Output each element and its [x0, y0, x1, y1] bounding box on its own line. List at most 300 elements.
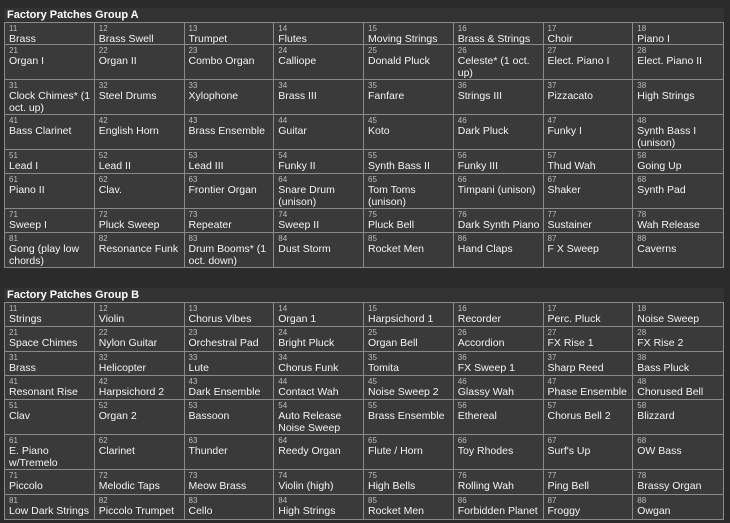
patch-name: Harpsichord 2 [98, 386, 165, 398]
patch-cell [544, 149, 634, 173]
patch-cell [185, 351, 275, 375]
patch-cell [95, 399, 185, 434]
patch-cell [544, 434, 634, 469]
patch-cell [95, 232, 185, 267]
patch-name: Repeater [188, 219, 232, 231]
patch-number: 31 [9, 81, 18, 90]
patch-name: Snare Drum (unison) [278, 184, 335, 208]
patch-number: 75 [368, 210, 377, 219]
patch-name: Chorus Vibes [188, 313, 252, 325]
patch-number: 24 [278, 46, 288, 55]
patch-number: 56 [457, 151, 467, 160]
patch-cell [364, 208, 454, 232]
patch-number: 64 [278, 436, 288, 445]
patch-name: Wah Release [637, 219, 700, 231]
patch-cell [95, 149, 185, 173]
patch-cell [544, 232, 634, 267]
patch-name: English Horn [98, 125, 159, 137]
patch-number: 61 [9, 175, 18, 184]
patch-number: 11 [9, 24, 18, 33]
patch-cell [274, 494, 364, 519]
patch-name: Strings [9, 313, 42, 325]
patch-number: 46 [457, 116, 467, 125]
patch-number: 65 [368, 436, 377, 445]
patch-cell [274, 469, 364, 494]
patch-cell [274, 326, 364, 351]
patch-name: Dark Pluck [457, 125, 509, 137]
patch-number: 37 [547, 353, 557, 362]
patch-number: 14 [278, 24, 288, 33]
patch-number: 15 [368, 24, 377, 33]
patch-cell [185, 232, 275, 267]
patch-number: 68 [637, 175, 647, 184]
patch-name: Bass Clarinet [9, 125, 72, 137]
patch-number: 56 [457, 401, 467, 410]
patch-number: 35 [368, 81, 377, 90]
patch-number: 21 [9, 328, 18, 337]
patch-number: 15 [368, 304, 377, 313]
patch-cell [5, 375, 95, 399]
patch-number: 67 [547, 436, 557, 445]
patch-name: Reedy Organ [278, 445, 341, 457]
patch-cell [185, 326, 275, 351]
patch-number: 85 [368, 496, 377, 505]
patch-name: Owgan [637, 505, 671, 517]
patch-number: 37 [547, 81, 557, 90]
patch-cell [5, 44, 95, 79]
patch-name: Clock Chimes* (1 oct. up) [9, 90, 91, 114]
patch-number: 62 [98, 175, 108, 184]
patch-number: 43 [188, 116, 198, 125]
patch-number: 35 [368, 353, 377, 362]
patch-cell [5, 399, 95, 434]
patch-cell [454, 469, 544, 494]
patch-name: Accordion [457, 337, 505, 349]
patch-number: 72 [98, 471, 108, 480]
patch-name: Funky I [547, 125, 582, 137]
patch-number: 53 [188, 401, 198, 410]
patch-name: Brass Swell [98, 33, 154, 44]
patch-name: Pluck Sweep [98, 219, 160, 231]
patch-cell [544, 22, 634, 44]
patch-number: 45 [368, 377, 377, 386]
patch-number: 25 [368, 328, 377, 337]
patch-number: 26 [457, 46, 467, 55]
patch-cell [185, 173, 275, 208]
patch-cell [95, 375, 185, 399]
patch-number: 57 [547, 151, 557, 160]
patch-cell [185, 302, 275, 326]
patch-name: Donald Pluck [368, 55, 430, 67]
patch-name: Thunder [188, 445, 228, 457]
patch-cell [364, 173, 454, 208]
patch-name: Timpani (unison) [457, 184, 536, 196]
patch-number: 85 [368, 234, 377, 243]
patch-cell [185, 114, 275, 149]
patch-number: 38 [637, 353, 647, 362]
patch-number: 24 [278, 328, 288, 337]
patch-number: 74 [278, 210, 288, 219]
patch-cell [454, 232, 544, 267]
patch-number: 76 [457, 471, 467, 480]
patch-number: 67 [547, 175, 557, 184]
patch-name: Chorus Bell 2 [547, 410, 611, 422]
patch-name: Caverns [637, 243, 677, 255]
patch-number: 43 [188, 377, 198, 386]
patch-cell [364, 399, 454, 434]
patch-cell [633, 494, 723, 519]
patch-number: 23 [188, 328, 198, 337]
patch-number: 33 [188, 81, 198, 90]
patch-number: 81 [9, 234, 18, 243]
patch-cell [544, 399, 634, 434]
patch-cell [544, 79, 634, 114]
patch-name: Celeste* (1 oct. up) [457, 55, 530, 79]
patch-name: Melodic Taps [98, 480, 160, 492]
patch-cell [274, 351, 364, 375]
patch-name: FX Sweep 1 [457, 362, 515, 374]
patch-cell [633, 302, 723, 326]
patch-number: 12 [98, 304, 108, 313]
patch-number: 52 [98, 151, 108, 160]
patch-name: Brass III [278, 90, 317, 102]
patch-name: Moving Strings [368, 33, 438, 44]
patch-cell [633, 469, 723, 494]
patch-number: 47 [547, 377, 557, 386]
patch-name: Dust Storm [278, 243, 331, 255]
patch-name: Sweep I [9, 219, 47, 231]
patch-number: 12 [98, 24, 108, 33]
patch-number: 38 [637, 81, 647, 90]
patch-number: 16 [457, 304, 467, 313]
patch-cell [5, 232, 95, 267]
patch-cell [5, 434, 95, 469]
patch-name: Calliope [278, 55, 317, 67]
patch-name: Piccolo [9, 480, 43, 492]
patch-name: Perc. Pluck [547, 313, 601, 325]
patch-cell [544, 351, 634, 375]
patch-name: Lead II [98, 160, 131, 172]
patch-number: 71 [9, 210, 18, 219]
patch-number: 11 [9, 304, 18, 313]
patch-name: Organ Bell [368, 337, 418, 349]
patch-name: Bassoon [188, 410, 230, 422]
patch-number: 73 [188, 210, 198, 219]
patch-cell [274, 44, 364, 79]
patch-number: 48 [637, 377, 647, 386]
patch-name: Funky II [278, 160, 316, 172]
patch-name: Brass Ensemble [188, 125, 265, 137]
patch-number: 41 [9, 377, 18, 386]
group-title: Factory Patches Group B [4, 288, 724, 302]
patch-name: Tomita [368, 362, 399, 374]
patch-name: E. Piano w/Tremelo [9, 445, 58, 469]
patch-name: Rocket Men [368, 505, 425, 517]
patch-name: Dark Ensemble [188, 386, 261, 398]
patch-cell [633, 375, 723, 399]
patch-number: 66 [457, 436, 467, 445]
patch-name: Glassy Wah [457, 386, 514, 398]
patch-cell [364, 494, 454, 519]
patch-name: Koto [368, 125, 390, 137]
patch-name: F X Sweep [547, 243, 599, 255]
patch-number: 55 [368, 151, 377, 160]
patch-number: 28 [637, 46, 647, 55]
patch-number: 58 [637, 401, 647, 410]
patch-name: Surf's Up [547, 445, 591, 457]
patch-group-a [4, 8, 724, 268]
patch-name: Funky III [457, 160, 499, 172]
patch-number: 13 [188, 24, 198, 33]
patch-name: Cello [188, 505, 213, 517]
patch-name: Organ II [98, 55, 137, 67]
patch-name: Synth Bass I (unison) [637, 125, 697, 149]
patch-name: Low Dark Strings [9, 505, 89, 517]
patch-number: 61 [9, 436, 18, 445]
patch-cell [364, 375, 454, 399]
patch-name: Toy Rhodes [457, 445, 514, 457]
patch-name: Frontier Organ [188, 184, 257, 196]
patch-name: Organ 1 [278, 313, 317, 325]
patch-name: Dark Synth Piano [457, 219, 540, 231]
patch-name: Noise Sweep 2 [368, 386, 439, 398]
patch-number: 34 [278, 81, 288, 90]
patch-cell [274, 79, 364, 114]
patch-name: Strings III [457, 90, 503, 102]
patch-number: 25 [368, 46, 377, 55]
patch-name: Synth Pad [637, 184, 686, 196]
patch-cell [95, 434, 185, 469]
patch-number: 21 [9, 46, 18, 55]
patch-name: Tom Toms (unison) [368, 184, 416, 208]
patch-number: 52 [98, 401, 108, 410]
patch-name: Pizzacato [547, 90, 594, 102]
patch-cell [185, 208, 275, 232]
patch-number: 51 [9, 151, 18, 160]
patch-name: Recorder [457, 313, 501, 325]
patch-name: Violin [98, 313, 125, 325]
patch-cell [5, 173, 95, 208]
patch-name: Froggy [547, 505, 581, 517]
patch-cell [454, 22, 544, 44]
group-title: Factory Patches Group A [4, 8, 724, 22]
patch-cell [185, 434, 275, 469]
patch-cell [5, 351, 95, 375]
patch-cell [454, 114, 544, 149]
patch-number: 18 [637, 304, 647, 313]
patch-number: 22 [98, 328, 108, 337]
patch-cell [5, 114, 95, 149]
patch-number: 84 [278, 234, 288, 243]
patch-name: Brassy Organ [637, 480, 702, 492]
patch-cell [364, 302, 454, 326]
patch-number: 88 [637, 496, 647, 505]
patch-name: Trumpet [188, 33, 228, 44]
patch-cell [274, 149, 364, 173]
patch-number: 36 [457, 353, 467, 362]
patch-name: FX Rise 1 [547, 337, 594, 349]
patch-name: Noise Sweep [637, 313, 700, 325]
patch-number: 76 [457, 210, 467, 219]
patch-name: Clarinet [98, 445, 135, 457]
patch-cell [95, 114, 185, 149]
patch-number: 87 [547, 496, 557, 505]
patch-cell [454, 351, 544, 375]
patch-number: 86 [457, 496, 467, 505]
patch-number: 45 [368, 116, 377, 125]
patch-number: 64 [278, 175, 288, 184]
patch-number: 78 [637, 471, 647, 480]
patch-cell [633, 326, 723, 351]
patch-number: 23 [188, 46, 198, 55]
patch-number: 51 [9, 401, 18, 410]
patch-number: 14 [278, 304, 288, 313]
patch-name: Sweep II [278, 219, 320, 231]
patch-name: Clav. [98, 184, 122, 196]
patch-number: 44 [278, 377, 288, 386]
patch-name: Flute / Horn [368, 445, 423, 457]
patch-grid [4, 302, 724, 520]
patch-cell [364, 326, 454, 351]
patch-name: Lute [188, 362, 209, 374]
patch-cell [5, 302, 95, 326]
patch-cell [95, 173, 185, 208]
patch-name: Forbidden Planet [457, 505, 538, 517]
patch-cell [5, 208, 95, 232]
patch-number: 82 [98, 234, 108, 243]
patch-name: Sharp Reed [547, 362, 604, 374]
patch-cell [185, 149, 275, 173]
patch-number: 36 [457, 81, 467, 90]
patch-name: Helicopter [98, 362, 147, 374]
patch-name: Hand Claps [457, 243, 513, 255]
patch-name: Brass [9, 362, 36, 374]
patch-number: 83 [188, 234, 198, 243]
patch-name: Contact Wah [278, 386, 339, 398]
patch-number: 77 [547, 471, 557, 480]
patch-number: 48 [637, 116, 647, 125]
patch-name: Rocket Men [368, 243, 425, 255]
patch-cell [454, 173, 544, 208]
patch-cell [95, 208, 185, 232]
patch-name: Gong (play low chords) [9, 243, 80, 267]
patch-number: 32 [98, 81, 108, 90]
patch-name: High Strings [278, 505, 336, 517]
patch-cell [633, 44, 723, 79]
patch-name: Going Up [637, 160, 682, 172]
patch-cell [364, 149, 454, 173]
patch-number: 65 [368, 175, 377, 184]
patch-cell [5, 469, 95, 494]
patch-cell [274, 232, 364, 267]
patch-number: 87 [547, 234, 557, 243]
patch-name: Rolling Wah [457, 480, 514, 492]
patch-cell [95, 302, 185, 326]
patch-cell [633, 114, 723, 149]
patch-name: Choir [547, 33, 573, 44]
patch-name: Thud Wah [547, 160, 596, 172]
patch-grid [4, 22, 724, 268]
patch-number: 26 [457, 328, 467, 337]
patch-name: Orchestral Pad [188, 337, 259, 349]
patch-number: 57 [547, 401, 557, 410]
patch-cell [274, 302, 364, 326]
patch-cell [454, 79, 544, 114]
patch-number: 54 [278, 401, 288, 410]
patch-name: Auto Release Noise Sweep [278, 410, 342, 434]
patch-number: 17 [547, 304, 557, 313]
patch-number: 33 [188, 353, 198, 362]
patch-name: Ping Bell [547, 480, 589, 492]
patch-name: Violin (high) [278, 480, 334, 492]
patch-cell [544, 208, 634, 232]
patch-name: Bass Pluck [637, 362, 690, 374]
patch-number: 82 [98, 496, 108, 505]
patch-cell [454, 208, 544, 232]
patch-name: Piccolo Trumpet [98, 505, 175, 517]
patch-cell [544, 375, 634, 399]
patch-number: 18 [637, 24, 647, 33]
patch-cell [454, 302, 544, 326]
patch-number: 73 [188, 471, 198, 480]
patch-number: 46 [457, 377, 467, 386]
patch-cell [185, 22, 275, 44]
patch-name: Shaker [547, 184, 581, 196]
patch-cell [274, 22, 364, 44]
patch-name: Piano II [9, 184, 45, 196]
patch-name: Lead I [9, 160, 39, 172]
patch-number: 63 [188, 175, 198, 184]
patch-number: 77 [547, 210, 557, 219]
patch-name: Space Chimes [9, 337, 78, 349]
patch-number: 63 [188, 436, 198, 445]
patch-cell [364, 434, 454, 469]
patch-name: Combo Organ [188, 55, 255, 67]
patch-name: Guitar [278, 125, 307, 137]
patch-name: Brass Ensemble [368, 410, 445, 422]
patch-cell [454, 375, 544, 399]
patch-cell [544, 326, 634, 351]
patch-cell [633, 208, 723, 232]
patch-number: 27 [547, 46, 557, 55]
patch-cell [364, 22, 454, 44]
patch-name: Sustainer [547, 219, 592, 231]
patch-cell [95, 326, 185, 351]
patch-number: 27 [547, 328, 557, 337]
patch-cell [5, 326, 95, 351]
patch-number: 28 [637, 328, 647, 337]
patch-number: 58 [637, 151, 647, 160]
patch-cell [5, 79, 95, 114]
patch-number: 41 [9, 116, 18, 125]
patch-name: Meow Brass [188, 480, 247, 492]
patch-name: Clav [9, 410, 31, 422]
patch-name: Elect. Piano I [547, 55, 610, 67]
patch-cell [633, 22, 723, 44]
patch-name: Fanfare [368, 90, 405, 102]
patch-name: OW Bass [637, 445, 682, 457]
patch-cell [633, 399, 723, 434]
patch-number: 86 [457, 234, 467, 243]
patch-number: 47 [547, 116, 557, 125]
patch-cell [364, 351, 454, 375]
patch-number: 75 [368, 471, 377, 480]
patch-number: 42 [98, 116, 108, 125]
patch-number: 83 [188, 496, 198, 505]
patch-name: Chorus Funk [278, 362, 339, 374]
patch-number: 54 [278, 151, 288, 160]
patch-cell [274, 173, 364, 208]
